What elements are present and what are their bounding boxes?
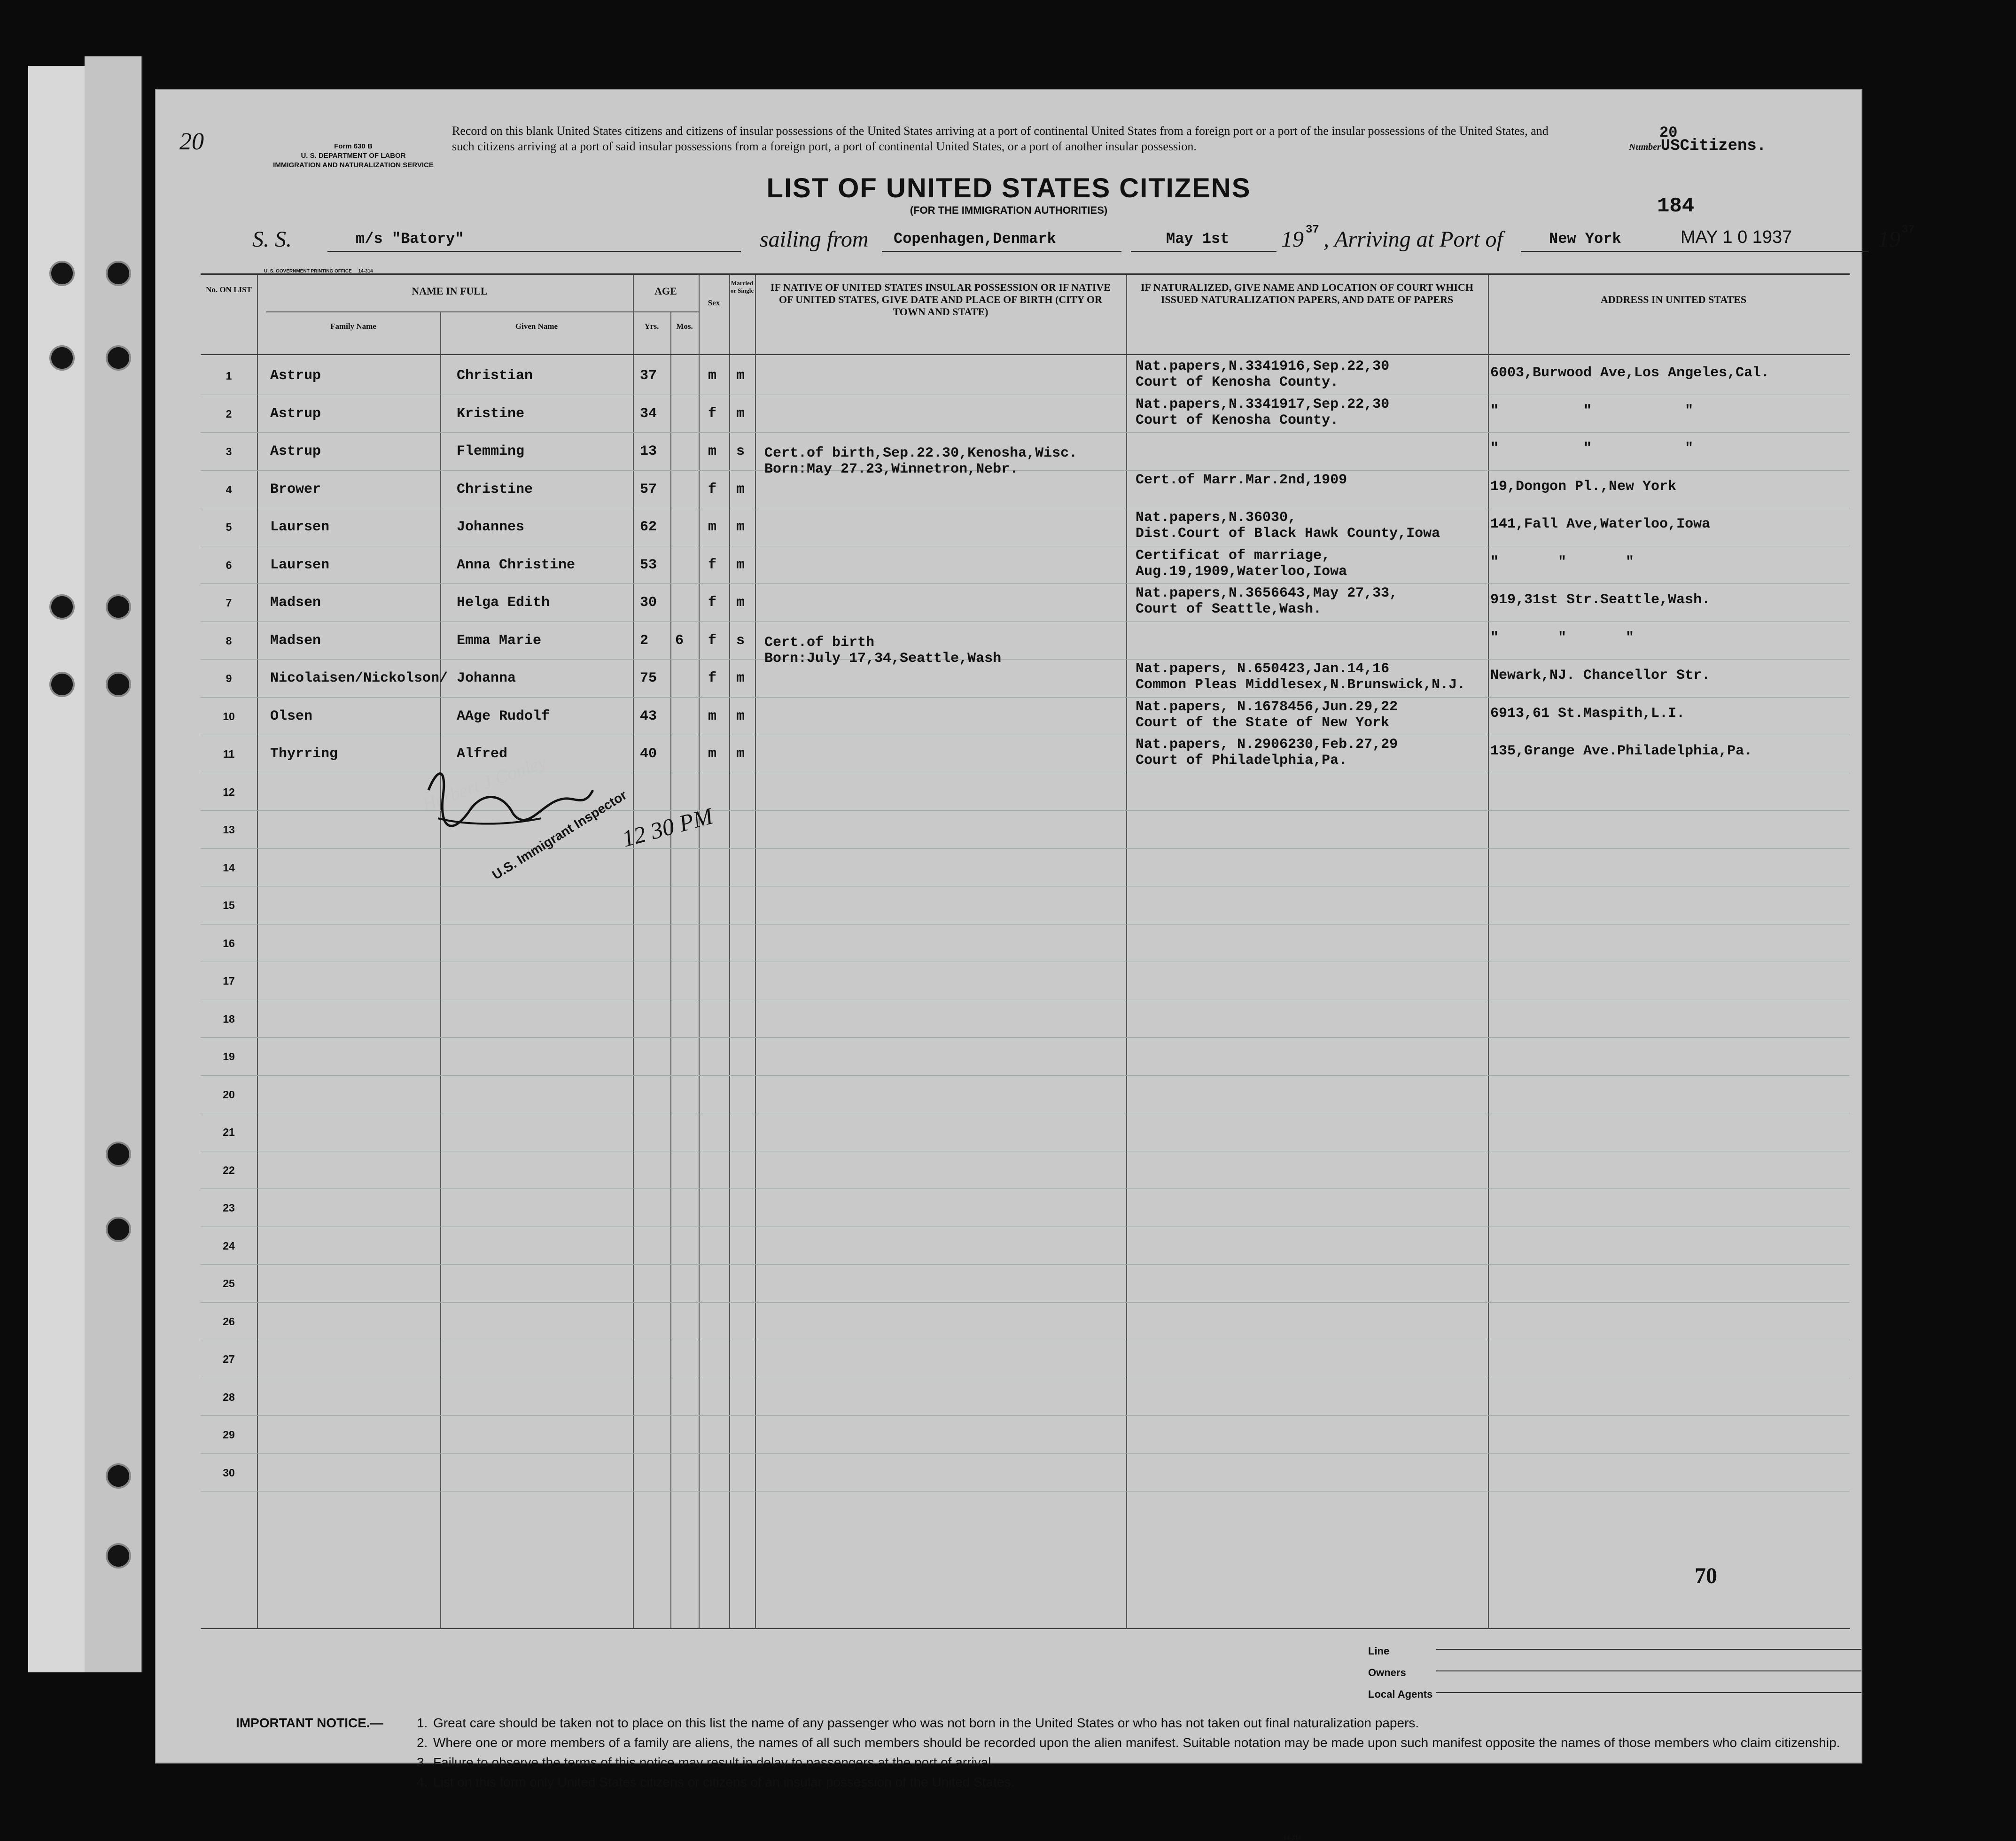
row-number: 19 (223, 1050, 235, 1063)
citizens-label (1629, 137, 1766, 155)
row-number: 26 (223, 1315, 235, 1328)
row-rule (201, 1453, 1850, 1454)
row-number: 22 (223, 1164, 235, 1176)
row-number: 17 (223, 975, 235, 987)
col-divider (755, 275, 756, 1628)
address: Newark,NJ. Chancellor Str. (1490, 668, 1711, 684)
year-prefix: 19 (1281, 227, 1304, 252)
header-married-single: Married or Single (730, 280, 754, 294)
date-underline (1131, 251, 1277, 252)
owners-underline (1436, 1670, 1861, 1671)
notice-item-number: 2. (417, 1735, 428, 1750)
owners-field (1368, 1667, 1861, 1688)
address: 6003,Burwood Ave,Los Angeles,Cal. (1490, 365, 1770, 381)
header-family-name: Family Name (330, 322, 376, 331)
binding-strip-inner (85, 56, 142, 1672)
naturalization-info: Nat.papers, N.2906230,Feb.27,29 Court of Philadelphia,Pa. (1136, 737, 1398, 769)
owners-label: Owners (1368, 1667, 1406, 1678)
marital-status: m (736, 519, 745, 535)
age-years: 43 (640, 708, 657, 724)
important-notice (236, 1713, 1843, 1792)
sex: m (708, 368, 717, 384)
address: " " " (1490, 403, 1694, 419)
document-title: LIST OF UNITED STATES CITIZENS (766, 173, 1251, 203)
row-rule (201, 1075, 1850, 1076)
family-name: Olsen (270, 708, 313, 724)
notice-item-number: 3. (417, 1755, 428, 1770)
family-name: Laursen (270, 519, 330, 535)
given-name: Flemming (457, 443, 525, 459)
col-divider (729, 275, 730, 1628)
notice-item (236, 1733, 1843, 1753)
header-birth: IF NATIVE OF UNITED STATES INSULAR POSSESSION OR IF NATIVE OF UNITED STATES, GIVE DATE AND PLACE OF BIRTH (CITY OR TOWN AND STATE) (771, 281, 1111, 318)
row-number: 5 (226, 521, 232, 533)
service-name: IMMIGRATION AND NATURALIZATION SERVICE (273, 161, 434, 169)
notice-form-code: 14-314 (1284, 1834, 1301, 1841)
header-given-name: Given Name (515, 322, 558, 331)
marital-status: m (736, 708, 745, 724)
row-number: 12 (223, 785, 235, 798)
page-number: 184 (1657, 194, 1695, 218)
row-rule (201, 697, 1850, 698)
binding-hole (106, 594, 131, 620)
given-name: AAge Rudolf (457, 708, 550, 724)
binding-hole (106, 1463, 131, 1489)
marital-status: m (736, 670, 745, 686)
marital-status: m (736, 405, 745, 422)
from-port: Copenhagen,Denmark (894, 230, 1056, 248)
sex: f (708, 632, 717, 649)
row-number: 13 (223, 823, 235, 836)
agents-field (1368, 1688, 1861, 1710)
address: 6913,61 St.Maspith,L.I. (1490, 705, 1685, 722)
row-number: 11 (223, 748, 235, 760)
family-name: Astrup (270, 443, 321, 459)
inspector-title: U.S. Immigrant Inspector (490, 787, 630, 883)
row-number: 16 (223, 937, 235, 949)
agents-underline (1436, 1692, 1861, 1693)
row-rule (201, 1302, 1850, 1303)
marital-status: s (736, 632, 745, 649)
notice-item (236, 1753, 1843, 1772)
notice-heading: IMPORTANT NOTICE.— (236, 1716, 383, 1730)
naturalization-info: Nat.papers,N.3341916,Sep.22,30 Court of Kenosha County. (1136, 358, 1390, 390)
marital-status: m (736, 746, 745, 762)
address: 19,Dongon Pl.,New York (1490, 478, 1677, 495)
sex: m (708, 519, 717, 535)
notice-item (236, 1713, 1843, 1733)
header-bottom-rule (201, 354, 1850, 355)
sex: m (708, 746, 717, 762)
inspection-time: 12 30 PM (619, 802, 716, 852)
naturalization-info: Nat.papers,N.3341917,Sep.22,30 Court of Kenosha County. (1136, 396, 1390, 428)
binding-hole (106, 672, 131, 697)
col-divider (699, 275, 700, 1628)
age-years: 53 (640, 557, 657, 573)
sailing-date: May 1st (1166, 230, 1230, 248)
line-label: Line (1368, 1645, 1390, 1657)
binding-hole (49, 261, 75, 286)
row-rule (201, 1264, 1850, 1265)
manifest-sheet (155, 89, 1915, 1841)
arrival-port: New York (1549, 230, 1621, 248)
header-yrs: Yrs. (644, 322, 659, 331)
row-number: 23 (223, 1202, 235, 1214)
name-subheader-rule (266, 311, 638, 312)
age-years: 37 (640, 368, 657, 384)
family-name: Nicolaisen/Nickolson/ (270, 670, 448, 686)
header-no: No. ON LIST (206, 285, 252, 294)
form-instructions: Record on this blank United States citizens and citizens of insular possessions of the United States arriving at a port of continental United States from a foreign port or a port of the insular possessions of the United States, and such citizens arriving at a port of said insular possessions from a foreign port, a port of continental United States, or a port of another insular possession. (452, 124, 1549, 153)
given-name: Kristine (457, 405, 525, 422)
header-age: AGE (654, 285, 677, 297)
row-number: 18 (223, 1012, 235, 1025)
family-name: Madsen (270, 595, 321, 611)
arrival-year-prefix: 19 (1878, 227, 1900, 252)
row-rule (201, 432, 1850, 433)
family-name: Laursen (270, 557, 330, 573)
printing-office-text: U. S. GOVERNMENT PRINTING OFFICE (264, 269, 352, 274)
print-code: 14-314 (358, 269, 373, 274)
marital-status: m (736, 368, 745, 384)
address: 141,Fall Ave,Waterloo,Iowa (1490, 516, 1711, 532)
row-number: 20 (223, 1088, 235, 1101)
row-number: 24 (223, 1239, 235, 1252)
address: 135,Grange Ave.Philadelphia,Pa. (1490, 743, 1753, 759)
age-years: 34 (640, 405, 657, 422)
row-number: 21 (223, 1126, 235, 1138)
bottom-number: 70 (1695, 1563, 1717, 1588)
row-rule (201, 1188, 1850, 1189)
row-number: 14 (223, 861, 235, 874)
given-name: Christine (457, 481, 533, 497)
binding-strip-outer (28, 66, 86, 1672)
arriving-label: , Arriving at Port of (1323, 227, 1503, 252)
form-identifier (231, 142, 475, 170)
marital-status: m (736, 595, 745, 611)
given-name: Johanna (457, 670, 516, 686)
age-years: 2 (640, 632, 649, 649)
binding-hole (106, 1217, 131, 1242)
sailing-year: 37 (1306, 224, 1319, 236)
row-number: 28 (223, 1390, 235, 1403)
family-name: Brower (270, 481, 321, 497)
marital-status: m (736, 557, 745, 573)
document-subtitle: (FOR THE IMMIGRATION AUTHORITIES) (910, 204, 1108, 216)
family-name: Astrup (270, 368, 321, 384)
binding-hole (106, 261, 131, 286)
row-number: 6 (226, 559, 232, 571)
row-number: 30 (223, 1466, 235, 1479)
given-name: Christian (457, 368, 533, 384)
birth-info: Cert.of birth Born:July 17,34,Seattle,Wash (764, 634, 1002, 667)
binding-hole (106, 1543, 131, 1569)
list-number: 20 (1659, 124, 1678, 141)
address: " " " (1490, 629, 1635, 646)
sex: f (708, 670, 717, 686)
naturalization-info: Nat.papers, N.1678456,Jun.29,22 Court of the State of New York (1136, 699, 1398, 731)
notice-item-text: Great care should be taken not to place on this list the name of any passenger who was not born in the United States or who has not taken out final naturalization papers. (433, 1716, 1419, 1730)
col-divider (1488, 275, 1489, 1628)
arrival-date-stamp: MAY 1 0 1937 (1681, 227, 1792, 247)
naturalization-info: Nat.papers, N.650423,Jan.14,16 Common Pleas Middlesex,N.Brunswick,N.J. (1136, 661, 1466, 693)
sex: f (708, 481, 717, 497)
row-number: 27 (223, 1353, 235, 1365)
given-name: Anna Christine (457, 557, 576, 573)
notice-item-number: 1. (417, 1716, 428, 1730)
age-years: 40 (640, 746, 657, 762)
agent-lines (1368, 1645, 1861, 1710)
department-name: U. S. DEPARTMENT OF LABOR (301, 152, 406, 160)
sailing-from-label: sailing from (760, 227, 869, 252)
age-years: 62 (640, 519, 657, 535)
header-address: ADDRESS IN UNITED STATES (1600, 294, 1747, 305)
naturalization-info: Nat.papers,N.36030, Dist.Court of Black Hawk County,Iowa (1136, 510, 1440, 542)
row-number: 4 (226, 483, 232, 496)
notice-item-text: Failure to observe the terms of this notice may result in delay to passengers at the port of arrival. (433, 1755, 995, 1770)
header-naturalized: IF NATURALIZED, GIVE NAME AND LOCATION OF COURT WHICH ISSUED NATURALIZATION PAPERS, AND DATE OF PAPERS (1141, 281, 1473, 305)
notice-item-text: Where one or more members of a family are aliens, the names of all such members should be recorded upon the alien manifest. Suitable notation may be made upon such manifest opposite the names of those members who claim citizenship. (433, 1735, 1840, 1750)
row-number: 9 (226, 672, 232, 684)
header-name-in-full: NAME IN FULL (412, 285, 488, 297)
naturalization-info: Certificat of marriage, Aug.19,1909,Waterloo,Iowa (1136, 547, 1347, 580)
row-number: 8 (226, 634, 232, 647)
given-name: Emma Marie (457, 632, 542, 649)
marital-status: m (736, 481, 745, 497)
notice-item (236, 1772, 1843, 1792)
header-mos: Mos. (676, 322, 693, 331)
row-number: 7 (226, 597, 232, 609)
row-rule (201, 1415, 1850, 1416)
number-label: Number (1629, 142, 1661, 152)
corner-note: 20 (179, 128, 204, 155)
col-divider (440, 312, 441, 1628)
row-rule (201, 583, 1850, 584)
col-divider (257, 275, 258, 1628)
binding-hole (49, 594, 75, 620)
address: 919,31st Str.Seattle,Wash. (1490, 592, 1711, 608)
naturalization-info: Cert.of Marr.Mar.2nd,1909 (1136, 472, 1347, 488)
given-name: Alfred (457, 746, 508, 762)
marital-status: s (736, 443, 745, 459)
naturalization-info: Nat.papers,N.3656643,May 27,33, Court of Seattle,Wash. (1136, 585, 1398, 617)
ship-underline (327, 251, 741, 252)
line-field (1368, 1645, 1861, 1667)
sex: f (708, 595, 717, 611)
row-number: 25 (223, 1277, 235, 1289)
binding-hole (49, 672, 75, 697)
from-port-underline (882, 251, 1121, 252)
col-divider (1126, 275, 1127, 1628)
col-divider (670, 312, 671, 1628)
address: " " " (1490, 441, 1694, 457)
birth-info: Cert.of birth,Sep.22.30,Kenosha,Wisc. Born:May 27.23,Winnetron,Nebr. (764, 445, 1078, 477)
address: " " " (1490, 554, 1635, 570)
row-number: 1 (226, 370, 232, 382)
given-name: Johannes (457, 519, 525, 535)
binding-hole (49, 345, 75, 371)
sex: m (708, 443, 717, 459)
row-number: 2 (226, 407, 232, 420)
given-name: Helga Edith (457, 595, 550, 611)
age-years: 57 (640, 481, 657, 497)
line-underline (1436, 1649, 1861, 1650)
row-number: 10 (223, 710, 235, 722)
row-number: 3 (226, 445, 232, 458)
row-number: 29 (223, 1429, 235, 1441)
form-number: Form 630 B (334, 142, 373, 150)
family-name: Madsen (270, 632, 321, 649)
sex: m (708, 708, 717, 724)
notice-item-number: 4. (417, 1775, 428, 1789)
header-sex: Sex (708, 298, 720, 307)
family-name: Astrup (270, 405, 321, 422)
family-name: Thyrring (270, 746, 338, 762)
agents-label: Local Agents (1368, 1688, 1433, 1700)
age-years: 30 (640, 595, 657, 611)
passenger-table (201, 273, 1850, 1629)
row-number: 15 (223, 899, 235, 911)
binding-hole (106, 345, 131, 371)
ss-label: S. S. (252, 227, 292, 252)
binding-hole (106, 1142, 131, 1167)
age-months: 6 (675, 632, 684, 649)
citizens-text: USCitizens. (1660, 137, 1767, 155)
row-rule (201, 621, 1850, 622)
notice-item-text: List on this form only United States citizens or citizens of an insular possession of the United States. (433, 1775, 1015, 1789)
age-years: 75 (640, 670, 657, 686)
sex: f (708, 557, 717, 573)
col-divider (633, 275, 634, 1628)
ship-name: m/s "Batory" (356, 230, 464, 248)
age-years: 13 (640, 443, 657, 459)
row-rule (201, 1037, 1850, 1038)
arrival-year: 37 (1901, 224, 1915, 236)
arrival-port-underline (1521, 251, 1868, 252)
row-rule (201, 659, 1850, 660)
sex: f (708, 405, 717, 422)
age-subheader-rule (633, 311, 699, 312)
voyage-line (252, 224, 1915, 255)
